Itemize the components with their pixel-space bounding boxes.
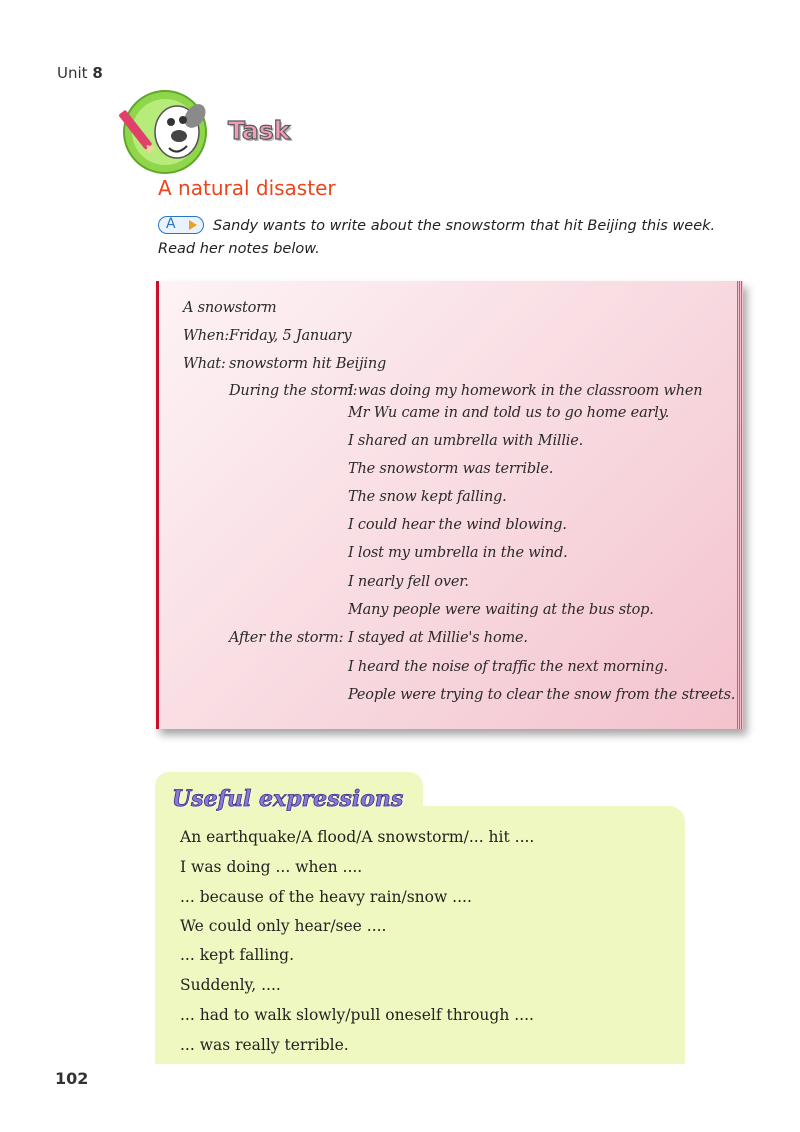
during-item: Mr Wu came in and told us to go home early.	[348, 405, 670, 421]
expression-item: An earthquake/A flood/A snowstorm/... hit ....	[180, 828, 535, 846]
expression-item: Suddenly, ....	[180, 976, 281, 994]
unit-label-text: Unit	[57, 64, 88, 82]
expression-item: ... had to walk slowly/pull oneself through ....	[180, 1006, 534, 1024]
useful-expressions-title: Useful expressions	[172, 786, 404, 812]
dog-mascot-icon	[117, 86, 217, 178]
during-item: I could hear the wind blowing.	[348, 517, 567, 533]
instruction-text: Sandy wants to write about the snowstorm that hit Beijing this week. Read her notes below.	[158, 218, 716, 257]
during-label: During the storm:	[229, 383, 358, 399]
unit-number: 8	[92, 64, 103, 82]
during-item: The snowstorm was terrible.	[348, 461, 554, 477]
expression-item: I was doing ... when ....	[180, 858, 363, 876]
notes-heading: A snowstorm	[183, 300, 277, 316]
expression-item: ... was really terrible.	[180, 1036, 349, 1054]
during-item: I lost my umbrella in the wind.	[348, 545, 568, 561]
after-item: I heard the noise of traffic the next morning.	[348, 659, 668, 675]
during-item: Many people were waiting at the bus stop.	[348, 602, 654, 618]
during-item: I was doing my homework in the classroom when	[348, 383, 703, 399]
page-number: 102	[55, 1069, 89, 1088]
after-item: I stayed at Millie's home.	[348, 630, 528, 646]
expression-item: We could only hear/see ....	[180, 917, 387, 935]
after-label: After the storm:	[229, 630, 344, 646]
expression-item: ... because of the heavy rain/snow ....	[180, 888, 472, 906]
section-title: A natural disaster	[158, 176, 336, 200]
expression-item: ... kept falling.	[180, 946, 295, 964]
during-item: I nearly fell over.	[348, 574, 469, 590]
what-value: snowstorm hit Beijing	[229, 356, 387, 372]
when-label: When:	[183, 328, 230, 344]
badge-letter: A	[166, 216, 176, 232]
unit-label	[57, 64, 103, 82]
what-label: What:	[183, 356, 226, 372]
during-item: The snow kept falling.	[348, 489, 507, 505]
when-value: Friday, 5 January	[229, 328, 352, 344]
task-title: Task	[228, 116, 291, 145]
during-item: I shared an umbrella with Millie.	[348, 433, 583, 449]
after-item: People were trying to clear the snow from the streets.	[348, 687, 736, 703]
